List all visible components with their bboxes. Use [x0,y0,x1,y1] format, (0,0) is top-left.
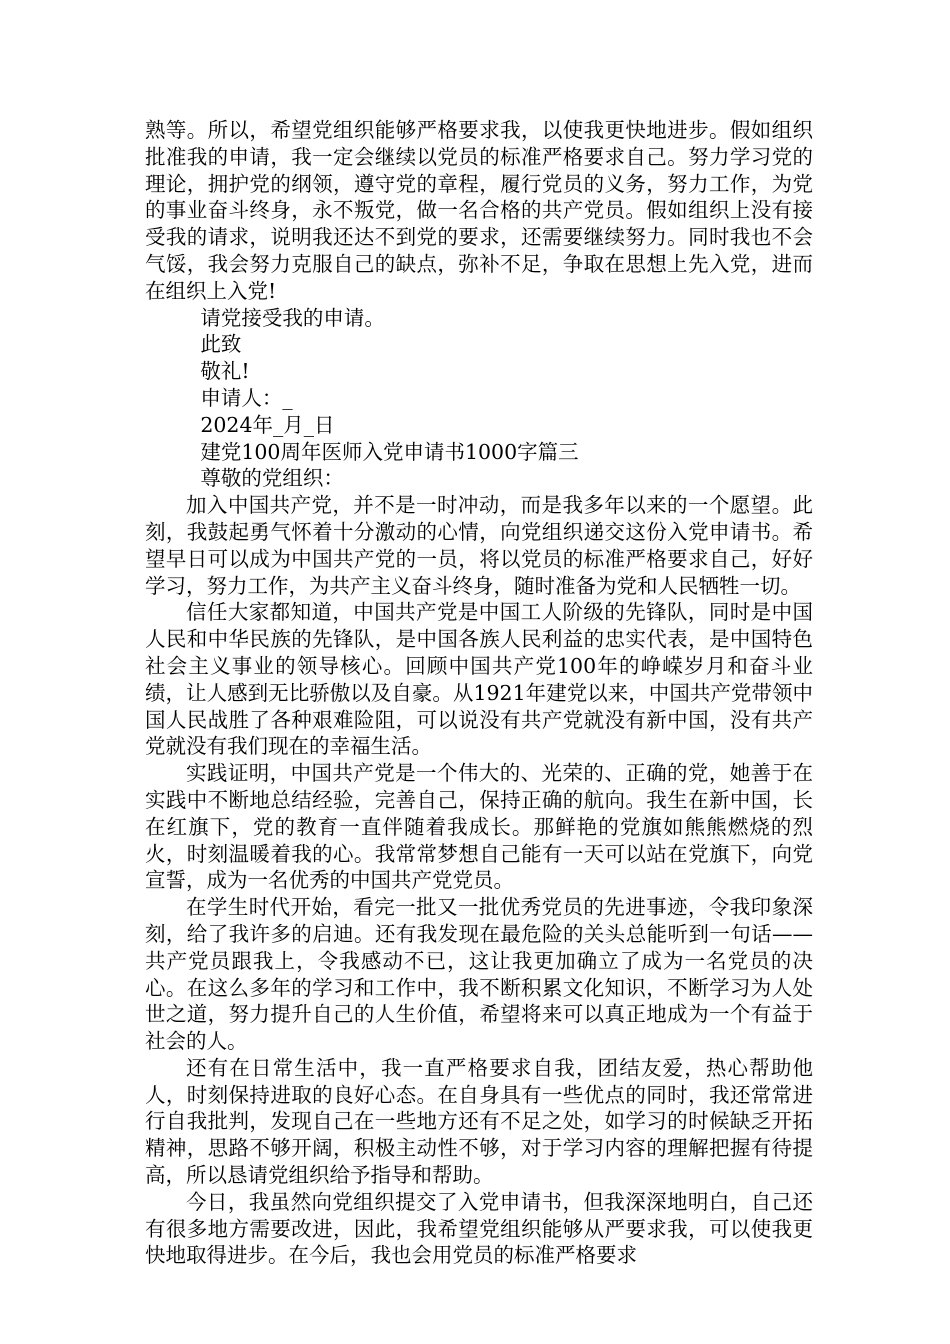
paragraph-body: 加入中国共产党，并不是一时冲动，而是我多年以来的一个愿望。此刻，我鼓起勇气怀着十分激动的心情，向党组织递交这份入党申请书。希望早日可以成为中国共产党的一员，将以党员的标准严格要求自己，好好学习，努力工作，为共产主义奋斗终身，随时准备为党和人民牺牲一切。 [145,493,813,598]
paragraph-body: 实践证明，中国共产党是一个伟大的、光荣的、正确的党，她善于在实践中不断地总结经验，完善自己，保持正确的航向。我生在新中国，长在红旗下，党的教育一直伴随着我成长。那鲜艳的党旗如熊熊燃烧的烈火，时刻温暖着我的心。我常常梦想自己能有一天可以站在党旗下，向党宣誓，成为一名优秀的中国共产党党员。 [145,761,813,893]
paragraph-continuation: 熟等。所以，希望党组织能够严格要求我，以使我更快地进步。假如组织批准我的申请，我一定会继续以党员的标准严格要求自己。努力学习党的理论，拥护党的纲领，遵守党的章程，履行党员的义务，努力工作，为党的事业奋斗终身，永不叛党，做一名合格的共产党员。假如组织上没有接受我的请求，说明我还达不到党的要求，还需要继续努力。同时我也不会气馁，我会努力克服自己的缺点，弥补不足，争取在思想上先入党，进而在组织上入党! [145,118,813,303]
paragraph-body: 信任大家都知道，中国共产党是中国工人阶级的先锋队，同时是中国人民和中华民族的先锋队，是中国各族人民利益的忠实代表，是中国特色社会主义事业的领导核心。回顾中国共产党100年的峥嵘岁月和奋斗业绩，让人感到无比骄傲以及自豪。从1921年建党以来，中国共产党带领中国人民战胜了各种艰难险阻，可以说没有共产党就没有新中国，没有共产党就没有我们现在的幸福生活。 [145,600,813,759]
closing-respect: 敬礼! [200,359,250,384]
greeting: 尊敬的党组织： [200,466,344,491]
applicant-line: 申请人：_ [200,385,293,410]
paragraph-body: 今日，我虽然向党组织提交了入党申请书，但我深深地明白，自己还有很多地方需要改进，因此，我希望党组织能够从严要求我，可以使我更快地取得进步。在今后，我也会用党员的标准严格要求 [145,1189,813,1268]
paragraph-body: 还有在日常生活中，我一直严格要求自我，团结友爱，热心帮助他人，时刻保持进取的良好心态。在自身具有一些优点的同时，我还常常进行自我批判，发现自己在一些地方还有不足之处，如学习的时候缺乏开拓精神，思路不够开阔，积极主动性不够，对于学习内容的理解把握有待提高，所以恳请党组织给予指导和帮助。 [145,1055,813,1188]
paragraph-body: 在学生时代开始，看完一批又一批优秀党员的先进事迹，令我印象深刻，给了我许多的启迪。还有我发现在最危险的关头总能听到一句话——共产党员跟我上，令我感动不已，这让我更加确立了成为一名党员的决心。在这么多年的学习和工作中，我不断积累文化知识，不断学习为人处世之道，努力提升自己的人生价值，希望将来可以真正地成为一个有益于社会的人。 [145,895,813,1054]
closing-salutation: 此致 [200,332,242,357]
section-title: 建党100周年医师入党申请书1000字篇三 [200,439,579,464]
date-line: 2024年_月_日 [200,412,335,437]
document-page [145,117,813,1269]
paragraph-request: 请党接受我的申请。 [200,305,385,330]
